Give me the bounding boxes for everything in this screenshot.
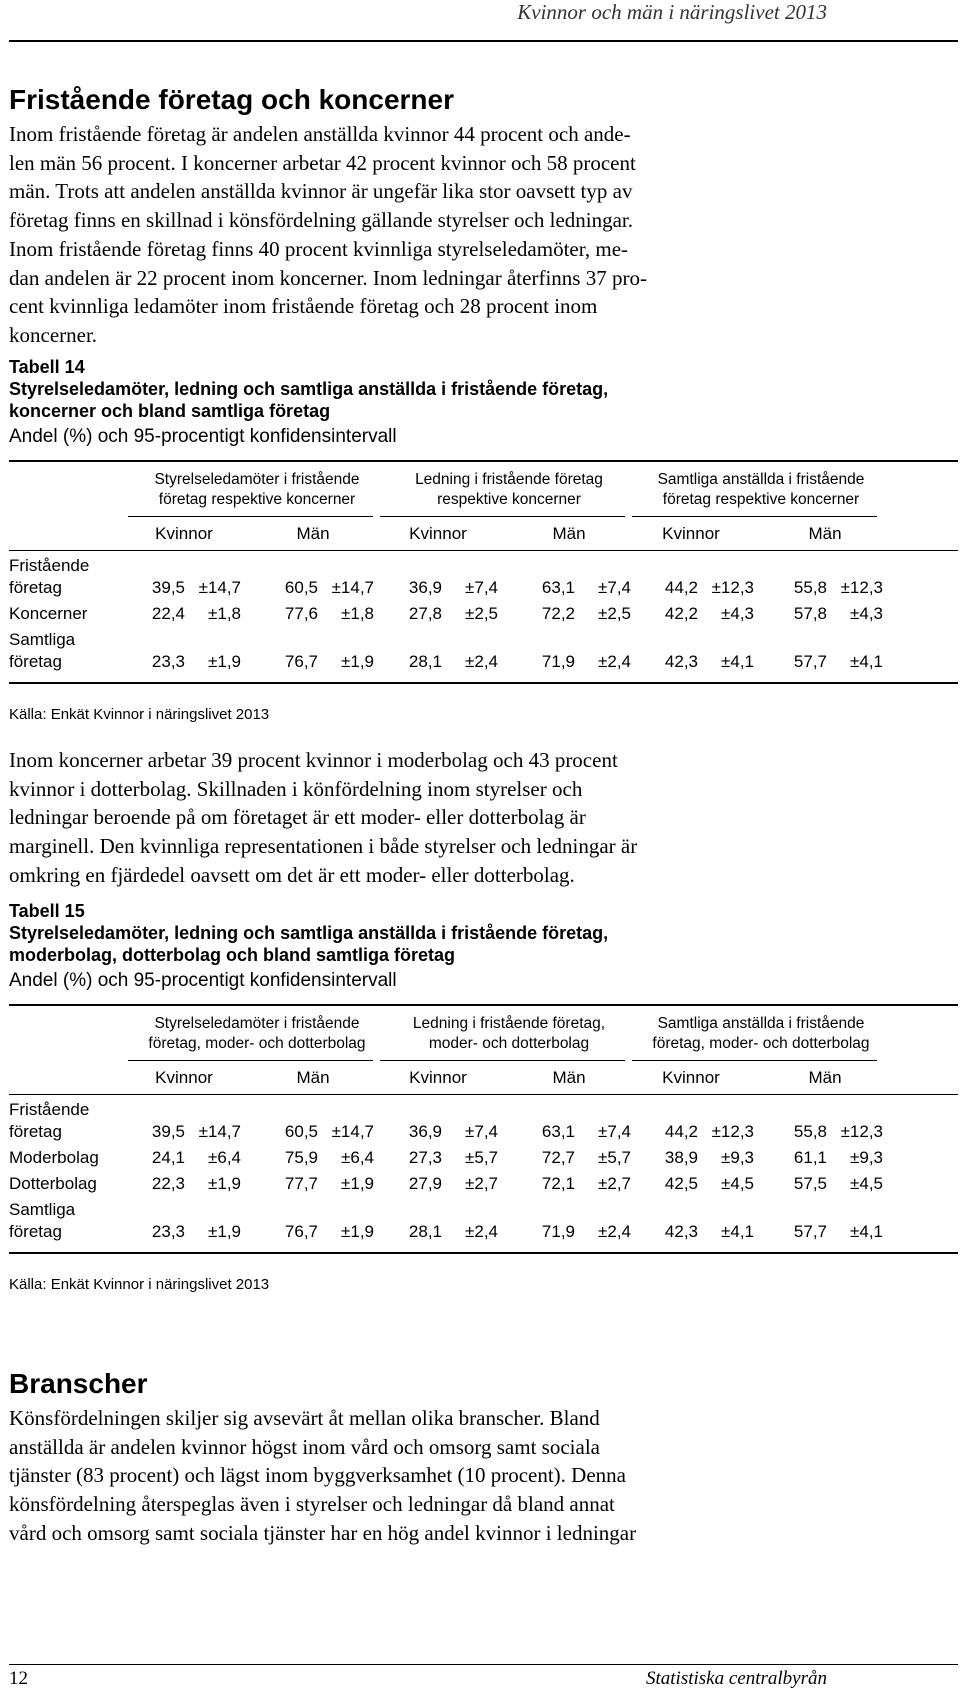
subheader-man: Män (808, 524, 842, 543)
column-group-header: Samtliga anställda i fristående (657, 1015, 865, 1032)
share-value: 72,2 (541, 604, 575, 623)
column-group-header: Samtliga anställda i fristående (657, 471, 865, 488)
share-value: 72,1 (541, 1174, 575, 1193)
confidence-interval: ±1,9 (208, 1222, 241, 1241)
table14-caption (9, 356, 608, 448)
confidence-interval: ±1,9 (341, 652, 374, 671)
subheader-man: Män (552, 524, 586, 543)
share-value: 60,5 (284, 578, 318, 597)
share-value: 27,3 (408, 1148, 442, 1167)
column-group-header: företag, moder- och dotterbolag (148, 1035, 366, 1052)
paragraph-line: anställda är andelen kvinnor högst inom vård och omsorg samt sociala (9, 1434, 600, 1459)
table-top-rule (9, 460, 958, 462)
column-group-header: moder- och dotterbolag (428, 1035, 590, 1052)
confidence-interval: ±2,7 (598, 1174, 631, 1193)
confidence-interval: ±14,7 (331, 578, 374, 597)
confidence-interval: ±2,4 (598, 1222, 631, 1241)
share-value: 57,7 (793, 1222, 827, 1241)
confidence-interval: ±12,3 (840, 1122, 883, 1141)
confidence-interval: ±1,9 (208, 1174, 241, 1193)
column-group-header: Ledning i fristående företag, (412, 1015, 606, 1032)
confidence-interval: ±7,4 (598, 578, 631, 597)
share-value: 28,1 (408, 652, 442, 671)
table15-title-line: Styrelseledamöter, ledning och samtliga anställda i fristående företag, (9, 923, 609, 943)
share-value: 42,5 (664, 1174, 698, 1193)
share-value: 57,7 (793, 652, 827, 671)
confidence-interval: ±2,7 (465, 1174, 498, 1193)
subheader-kvinnor: Kvinnor (662, 524, 720, 543)
share-value: 63,1 (541, 1122, 575, 1141)
confidence-interval: ±4,5 (850, 1174, 883, 1193)
share-value: 22,3 (151, 1174, 185, 1193)
header-bottom-rule (9, 550, 958, 551)
share-value: 77,7 (284, 1174, 318, 1193)
paragraph-line: omkring en fjärdedel oavsett om det är ett moder- eller dotterbolag. (9, 862, 575, 887)
table14-title-line: koncerner och bland samtliga företag (9, 401, 331, 421)
table15-number: Tabell 15 (9, 901, 85, 921)
table15-caption (9, 900, 608, 992)
confidence-interval: ±1,9 (208, 652, 241, 671)
row-label: Dotterbolag (9, 1174, 97, 1193)
paragraph-line: män. Trots att andelen anställda kvinnor är ungefär lika stor oavsett typ av (9, 179, 633, 204)
confidence-interval: ±14,7 (331, 1122, 374, 1141)
row-label: Fristående (9, 1100, 90, 1119)
subheader-kvinnor: Kvinnor (155, 524, 213, 543)
column-group-rule (380, 1060, 625, 1061)
table-source: Källa: Enkät Kvinnor i näringslivet 2013 (9, 706, 270, 723)
table14-title-line: Styrelseledamöter, ledning och samtliga anställda i fristående företag, (9, 379, 609, 399)
table15-subtitle: Andel (%) och 95-procentigt konfidensintervall (9, 970, 397, 991)
confidence-interval: ±2,4 (465, 1222, 498, 1241)
share-value: 44,2 (664, 578, 698, 597)
confidence-interval: ±1,8 (208, 604, 241, 623)
row-label: företag (9, 1122, 62, 1141)
share-value: 72,7 (541, 1148, 575, 1167)
share-value: 27,9 (408, 1174, 442, 1193)
share-value: 75,9 (284, 1148, 318, 1167)
share-value: 39,5 (151, 578, 185, 597)
column-group-header: respektive koncerner (437, 491, 581, 508)
paragraph-line: ledningar beroende på om företaget är ett moder- eller dotterbolag är (9, 805, 586, 830)
table15-title-line: moderbolag, dotterbolag och bland samtliga företag (9, 945, 456, 965)
confidence-interval: ±2,5 (598, 604, 631, 623)
confidence-interval: ±6,4 (208, 1148, 241, 1167)
share-value: 76,7 (284, 1222, 318, 1241)
section1-paragraph (9, 120, 789, 350)
confidence-interval: ±2,4 (465, 652, 498, 671)
share-value: 42,2 (664, 604, 698, 623)
share-value: 27,8 (408, 604, 442, 623)
paragraph-line: koncerner. (9, 322, 98, 347)
table14-number: Tabell 14 (9, 357, 85, 377)
confidence-interval: ±7,4 (465, 1122, 498, 1141)
table-bottom-rule (9, 682, 958, 684)
subheader-kvinnor: Kvinnor (662, 1068, 720, 1087)
share-value: 76,7 (284, 652, 318, 671)
confidence-interval: ±4,1 (721, 652, 754, 671)
row-label: företag (9, 1222, 62, 1241)
running-header: Kvinnor och män i näringslivet 2013 (517, 0, 827, 24)
column-group-header: Styrelseledamöter i fristående (154, 1015, 360, 1032)
confidence-interval: ±12,3 (711, 1122, 754, 1141)
section-heading-fristaende: Fristående företag och koncerner (9, 84, 455, 115)
row-label: Fristående (9, 556, 90, 575)
column-group-rule (128, 516, 373, 517)
confidence-interval: ±5,7 (465, 1148, 498, 1167)
table-bottom-rule (9, 1252, 958, 1254)
section3-paragraph (9, 1404, 789, 1548)
share-value: 55,8 (793, 578, 827, 597)
confidence-interval: ±2,4 (598, 652, 631, 671)
column-group-header: Styrelseledamöter i fristående (154, 471, 360, 488)
paragraph-line: kvinnor i dotterbolag. Skillnaden i könfördelning inom styrelser och (9, 776, 583, 801)
section2-paragraph (9, 746, 789, 890)
row-label: Koncerner (9, 604, 88, 623)
column-group-rule (632, 1060, 877, 1061)
confidence-interval: ±14,7 (198, 578, 241, 597)
confidence-interval: ±9,3 (721, 1148, 754, 1167)
share-value: 63,1 (541, 578, 575, 597)
confidence-interval: ±4,1 (850, 652, 883, 671)
publisher-name: Statistiska centralbyrån (645, 1668, 827, 1689)
paragraph-line: Inom koncerner arbetar 39 procent kvinnor i moderbolag och 43 procent (9, 748, 618, 772)
column-group-header: företag, moder- och dotterbolag (652, 1035, 870, 1052)
confidence-interval: ±12,3 (711, 578, 754, 597)
share-value: 71,9 (541, 652, 575, 671)
share-value: 61,1 (793, 1148, 827, 1167)
confidence-interval: ±5,7 (598, 1148, 631, 1167)
paragraph-line: cent kvinnliga ledamöter inom fristående företag och 28 procent inom (9, 294, 598, 319)
paragraph-line: dan andelen är 22 procent inom koncerner. Inom ledningar återfinns 37 pro- (9, 265, 647, 290)
share-value: 22,4 (151, 604, 185, 623)
paragraph-line: Inom fristående företag finns 40 procent kvinnliga styrelseledamöter, me- (9, 236, 629, 261)
table-top-rule (9, 1004, 958, 1006)
share-value: 24,1 (151, 1148, 185, 1167)
column-group-header: företag respektive koncerner (662, 491, 860, 508)
table14-subtitle: Andel (%) och 95-procentigt konfidensintervall (9, 426, 397, 447)
page-number: 12 (9, 1668, 28, 1689)
confidence-interval: ±9,3 (850, 1148, 883, 1167)
subheader-kvinnor: Kvinnor (155, 1068, 213, 1087)
footer-rule (9, 1664, 958, 1665)
paragraph-line: Inom fristående företag är andelen anställda kvinnor 44 procent och ande- (9, 122, 631, 146)
share-value: 39,5 (151, 1122, 185, 1141)
header-rule (9, 40, 958, 42)
share-value: 44,2 (664, 1122, 698, 1141)
confidence-interval: ±1,8 (341, 604, 374, 623)
confidence-interval: ±4,1 (721, 1222, 754, 1241)
paragraph-line: len män 56 procent. I koncerner arbetar 42 procent kvinnor och 58 procent (9, 150, 636, 175)
share-value: 38,9 (664, 1148, 698, 1167)
share-value: 36,9 (408, 1122, 442, 1141)
confidence-interval: ±4,1 (850, 1222, 883, 1241)
confidence-interval: ±4,3 (721, 604, 754, 623)
row-label: företag (9, 578, 62, 597)
share-value: 42,3 (664, 1222, 698, 1241)
row-label: Samtliga (9, 630, 76, 649)
confidence-interval: ±2,5 (465, 604, 498, 623)
confidence-interval: ±4,5 (721, 1174, 754, 1193)
column-group-rule (632, 516, 877, 517)
confidence-interval: ±7,4 (598, 1122, 631, 1141)
column-group-rule (128, 1060, 373, 1061)
share-value: 57,5 (793, 1174, 827, 1193)
paragraph-line: könsfördelning återspeglas även i styrelser och ledningar då bland annat (9, 1492, 615, 1517)
paragraph-line: Könsfördelningen skiljer sig avsevärt åt mellan olika branscher. Bland (9, 1406, 600, 1430)
share-value: 55,8 (793, 1122, 827, 1141)
paragraph-line: vård och omsorg samt sociala tjänster har en hög andel kvinnor i ledningar (9, 1520, 637, 1545)
paragraph-line: företag finns en skillnad i könsfördelning gällande styrelser och ledningar. (9, 208, 634, 233)
confidence-interval: ±6,4 (341, 1148, 374, 1167)
table-source: Källa: Enkät Kvinnor i näringslivet 2013 (9, 1276, 270, 1293)
column-group-rule (380, 516, 625, 517)
share-value: 57,8 (793, 604, 827, 623)
confidence-interval: ±7,4 (465, 578, 498, 597)
share-value: 60,5 (284, 1122, 318, 1141)
subheader-man: Män (296, 1068, 330, 1087)
row-label: företag (9, 652, 62, 671)
section-heading-branscher: Branscher (9, 1368, 148, 1399)
paragraph-line: marginell. Den kvinnliga representationen i både styrelser och ledningar är (9, 834, 638, 859)
share-value: 71,9 (541, 1222, 575, 1241)
subheader-kvinnor: Kvinnor (409, 524, 467, 543)
row-label: Moderbolag (9, 1148, 99, 1167)
subheader-man: Män (552, 1068, 586, 1087)
confidence-interval: ±1,9 (341, 1222, 374, 1241)
subheader-man: Män (296, 524, 330, 543)
paragraph-line: tjänster (83 procent) och lägst inom byggverksamhet (10 procent). Denna (9, 1463, 626, 1488)
share-value: 28,1 (408, 1222, 442, 1241)
share-value: 23,3 (151, 1222, 185, 1241)
column-group-header: Ledning i fristående företag (415, 471, 603, 488)
column-group-header: företag respektive koncerner (158, 491, 356, 508)
confidence-interval: ±4,3 (850, 604, 883, 623)
confidence-interval: ±12,3 (840, 578, 883, 597)
header-bottom-rule (9, 1094, 958, 1095)
subheader-man: Män (808, 1068, 842, 1087)
share-value: 77,6 (284, 604, 318, 623)
row-label: Samtliga (9, 1200, 76, 1219)
share-value: 36,9 (408, 578, 442, 597)
share-value: 42,3 (664, 652, 698, 671)
confidence-interval: ±1,9 (341, 1174, 374, 1193)
share-value: 23,3 (151, 652, 185, 671)
confidence-interval: ±14,7 (198, 1122, 241, 1141)
subheader-kvinnor: Kvinnor (409, 1068, 467, 1087)
